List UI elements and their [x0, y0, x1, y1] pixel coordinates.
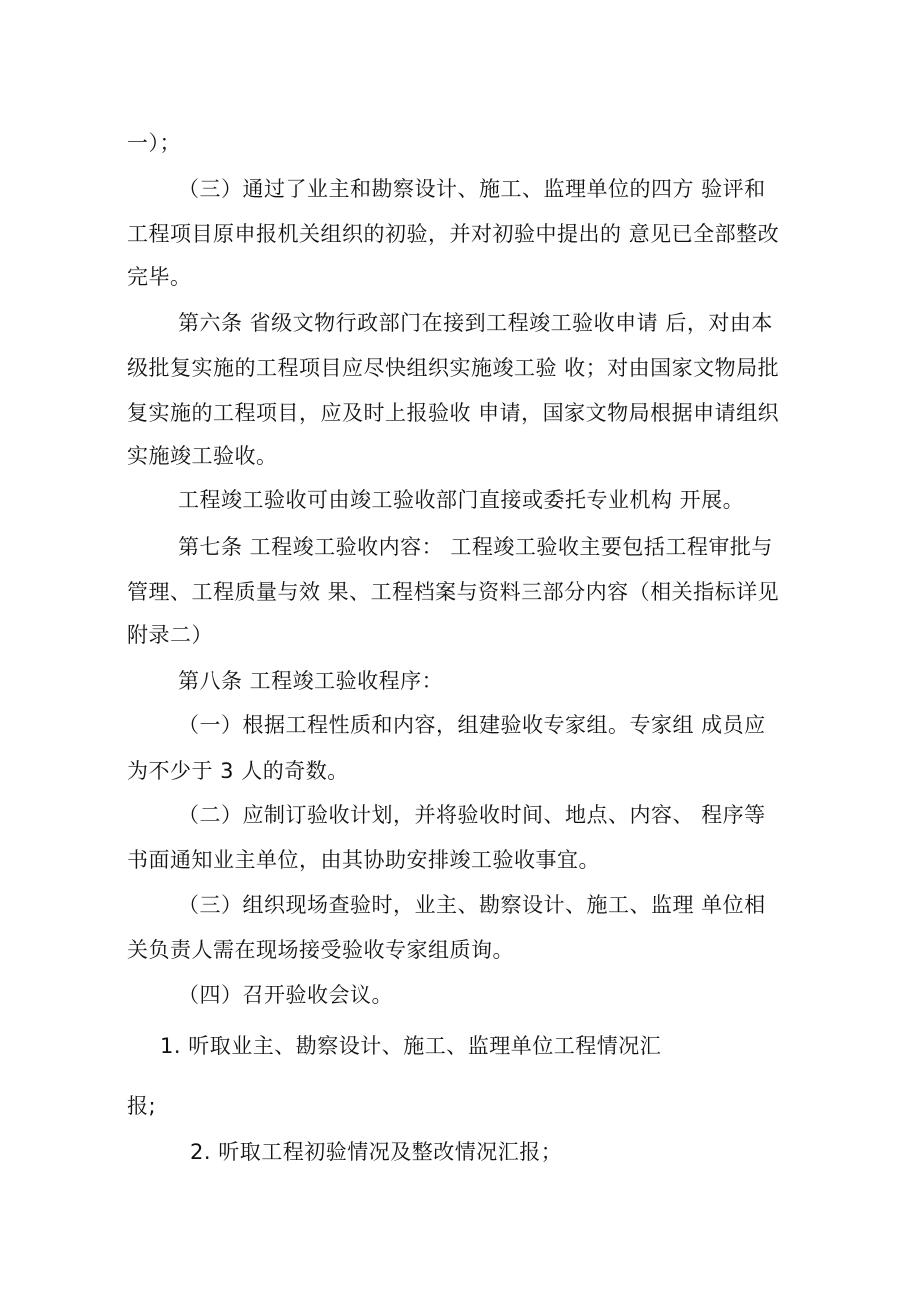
text-line: 工程项目原申报机关组织的初验，并对初验中提出的 意见已全部整改 [127, 222, 780, 246]
text-line: 2. 听取工程初验情况及整改情况汇报； [190, 1140, 563, 1164]
text-line: 第七条 工程竣工验收内容： 工程竣工验收主要包括工程审批与 [178, 535, 773, 559]
text-line: （三）组织现场查验时，业主、勘察设计、施工、监理 单位相 [178, 893, 766, 917]
text-line: 管理、工程质量与效 果、工程档案与资料三部分内容（相关指标详见 [127, 580, 780, 604]
text-line: （四）召开验收会议。 [178, 983, 393, 1007]
text-line: 报; [127, 1094, 157, 1118]
text-line: 关负责人需在现场接受验收专家组质询。 [127, 938, 514, 962]
text-line: （三）通过了业主和勘察设计、施工、监理单位的四方 验评和 [178, 177, 766, 201]
text-line: （二）应制订验收计划，并将验收时间、地点、内容、 程序等 [178, 803, 766, 827]
text-line: （一）根据工程性质和内容，组建验收专家组。专家组 成员应 [178, 713, 766, 737]
text-line: 实施竣工验收。 [127, 444, 278, 468]
text-line: 级批复实施的工程项目应尽快组织实施竣工验 收；对由国家文物局批 [127, 356, 780, 380]
text-line: 第八条 工程竣工验收程序： [178, 669, 444, 693]
text-line: 书面通知业主单位，由其协助安排竣工验收事宜。 [127, 848, 600, 872]
text-line: 为不少于 3 人的奇数。 [127, 759, 349, 783]
text-line: 完毕。 [127, 265, 192, 289]
text-line: 附录二） [127, 623, 213, 647]
text-line: 第六条 省级文物行政部门在接到工程竣工验收申请 后，对由本 [178, 311, 773, 335]
text-line: 复实施的工程项目，应及时上报验收 申请，国家文物局根据申请组织 [127, 401, 780, 425]
text-line: 一）； [127, 131, 181, 155]
text-line: 工程竣工验收可由竣工验收部门直接或委托专业机构 开展。 [178, 488, 745, 512]
text-line: 1. 听取业主、勘察设计、施工、监理单位工程情况汇 [160, 1034, 662, 1058]
